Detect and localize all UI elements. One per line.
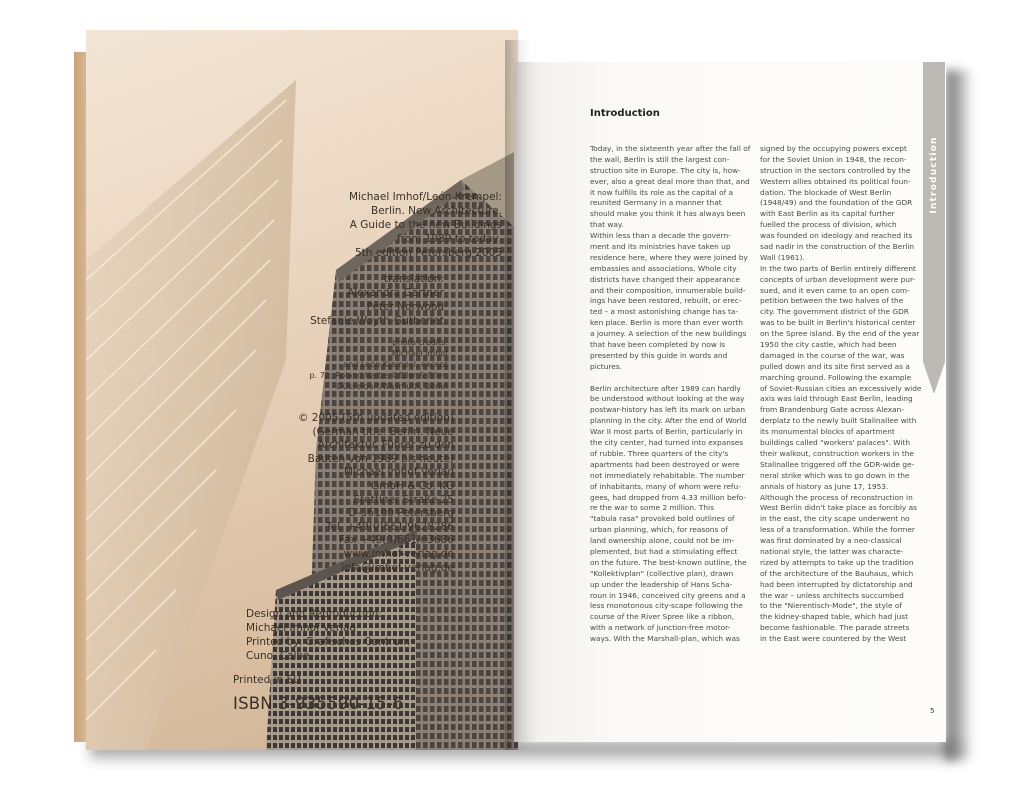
- body-text-line: course of the River Spree like a ribbon,: [590, 612, 735, 622]
- body-text-line: Stalinallee triggered off the GDR-wide ge-: [760, 459, 915, 469]
- body-text-line: with East Berlin as its capital further: [760, 209, 895, 219]
- copyright-line: D-36100 Petersberg: [348, 507, 454, 520]
- body-text-line: West Berlin didn't take place as forcibly as: [760, 503, 917, 513]
- body-text-line: the wall, Berlin is still the largest con-: [590, 154, 730, 164]
- body-text-line: city. The government district of the GDR: [760, 307, 909, 317]
- credit-line: A Guide to the new Buildings: [349, 219, 502, 231]
- body-text-line: the war – unless architects succumbed: [760, 590, 904, 600]
- body-text-line: Today, in the sixteenth year after the fall of: [590, 144, 751, 153]
- book-credit-block: [282, 190, 502, 260]
- body-text-line: of inhabitants, many of whom were refu-: [590, 481, 741, 491]
- body-text-line: the city center, had turned into expanses: [590, 438, 744, 448]
- body-text-line: ment and its ministries have taken up: [590, 242, 731, 252]
- copyright-block: [236, 412, 454, 575]
- section-tab-label: Introduction: [929, 136, 939, 214]
- body-text-line: re the war to some 2 million. This: [590, 503, 714, 513]
- copyright-line: GmbH & Co. KG: [370, 479, 454, 492]
- body-text-line: pictures.: [590, 361, 623, 371]
- text-column-left: [590, 144, 750, 645]
- copyright-line: Fax +49(0)661/63686: [338, 534, 454, 547]
- body-text-line: sued, and it even came to an open com-: [760, 285, 910, 295]
- body-text-line: pulled down and its site first served as a: [760, 361, 910, 371]
- book-shadow-right: [945, 70, 973, 760]
- body-text-line: War II most parts of Berlin, particularly in: [590, 427, 743, 437]
- body-text-line: less monotonous city-scape following the: [590, 601, 743, 611]
- body-text-line: districts have changed their appearance: [590, 274, 740, 284]
- body-text-line: In the two parts of Berlin entirely different: [760, 263, 916, 273]
- body-text-line: ever, also a great deal more than that, and: [590, 176, 750, 186]
- body-text-line: Within less than a decade the govern-: [590, 231, 731, 241]
- paragraph-gap: [590, 373, 750, 384]
- body-text-line: should make you think it has always been: [590, 209, 746, 219]
- body-text-line: "tabula rasa" provoked bold outlines of: [590, 514, 735, 524]
- body-text-line: concepts of urban development were pur-: [760, 274, 916, 284]
- body-text-line: that have been completed by now is: [590, 340, 726, 350]
- body-text-line: marching ground. Following the example: [760, 372, 912, 382]
- body-text-line: sad nadir in the construction of the Berlin: [760, 242, 915, 252]
- body-text-line: to the "Nierentisch-Mode", the style of: [760, 601, 903, 611]
- body-text-line: that way.: [590, 220, 624, 230]
- photo-credits-block: [282, 337, 448, 392]
- body-text-line: urban planning, which, for reasons of: [590, 525, 728, 535]
- body-text-line: a journey. A selection of the new buildings: [590, 329, 747, 339]
- translation-line: Peter Norwood: [366, 301, 444, 313]
- translation-line: Alexandra Gärtner: [347, 287, 444, 299]
- design-line: Michael Imhof Verlag: [246, 622, 357, 634]
- body-text-line: Berlin architecture after 1989 can hardly: [590, 383, 741, 393]
- printed-in: Printed in EU: [233, 674, 301, 686]
- body-text-line: annals of history as June 17, 1953.: [760, 481, 889, 491]
- body-text-line: its monumental blocks of apartment: [760, 427, 895, 437]
- chapter-heading: Introduction: [590, 108, 660, 119]
- body-text-line: buildings called "workers' palaces". With: [760, 438, 911, 448]
- body-text-line: gees, had dropped from 4.33 million befo-: [590, 492, 747, 502]
- body-text-line: ted – a most astonishing change has ta-: [590, 307, 739, 317]
- body-text-line: was founded on ideology and reached its: [760, 231, 913, 241]
- copyright-line: © 2005 (5th updated edition): [297, 412, 454, 424]
- body-text-line: the kidney-shaped table, which had just: [760, 612, 909, 622]
- body-text-line: plemented, but had a stimulating effect: [590, 546, 738, 556]
- body-text-line: less of a transformation. While the former: [760, 525, 915, 535]
- body-text-line: planning in the city. After the end of World: [590, 416, 747, 426]
- body-text-line: reunited Germany in a manner that: [590, 198, 722, 208]
- body-text-line: be understood without looking at the way: [590, 394, 745, 404]
- body-text-line: postwar-history has left its mark on urban: [590, 405, 745, 415]
- body-text-line: fuelled the process of division, which: [760, 220, 897, 230]
- body-text-line: neral strike which was to go down in the: [760, 470, 910, 480]
- left-page: [86, 30, 518, 750]
- body-text-line: was first dominated by a neo-classical: [760, 536, 902, 546]
- credit-line: Michael Imhof/León Krempel:: [349, 191, 502, 203]
- copyright-line: Bauten von 1989 bis heute): [307, 452, 454, 465]
- book-gutter: [505, 40, 531, 750]
- body-text-line: of Soviet-Russian cities an excessively wide: [760, 383, 922, 393]
- body-text-line: struction in the sectors controlled by the: [760, 165, 911, 175]
- copyright-line: info@imhof-verlag.de: [341, 561, 454, 574]
- copyright-line: Stettiner Straße 25: [353, 493, 454, 506]
- body-text-line: presented by this guide in words and: [590, 350, 728, 360]
- copyright-line: (German title: Berlin. Neue: [312, 425, 454, 438]
- translation-line: Stefanie Woyth-Gutberlet: [310, 315, 444, 327]
- credit-line: 5th edition Petersberg 2005: [354, 247, 502, 259]
- page-number: 5: [930, 707, 935, 715]
- photo-credit-line: and León Krempel, except: [343, 360, 448, 369]
- body-text-line: dation. The blockade of West Berlin: [760, 187, 892, 197]
- design-line: Printed by: Grafisches Centrum: [246, 636, 411, 648]
- body-text-line: roun in 1946, conceived city greens and a: [590, 590, 746, 600]
- photo-credit-line: Düsseldorf/Wasmuth, Berlin: [336, 382, 448, 391]
- isbn: ISBN 3-935590-15-6: [233, 694, 404, 713]
- body-text-line: ings have been restored, rebuilt, or erec-: [590, 296, 742, 306]
- credit-line: Berlin. New Architecture.: [370, 205, 502, 217]
- photo-credit-line: p. 70: Roland Halbe ©Eller & Eller,: [309, 371, 448, 380]
- translation-block: [282, 272, 444, 328]
- body-text-line: petition between the two halves of the: [760, 296, 904, 306]
- body-text-line: (1948/49) and the foundation of the GDR: [760, 198, 913, 208]
- body-text-line: ways. With the Marshall-plan, which was: [590, 634, 740, 644]
- body-text-line: Although the process of reconstruction in: [760, 492, 913, 502]
- body-text-line: their walkout, construction workers in the: [760, 448, 914, 458]
- copyright-line: www.imhof-verlag.de: [343, 547, 454, 560]
- body-text-line: on the future. The best-known outline, the: [590, 557, 747, 567]
- body-text-line: "Kollektivplan" (collective plan), drawn: [590, 568, 734, 578]
- body-text-line: and their composition, innumerable build-: [590, 285, 746, 295]
- body-text-line: not immediately rehabitable. The number: [590, 470, 745, 480]
- body-text-line: struction site in Europe. The city is, how-: [590, 165, 741, 175]
- body-text-line: damaged in the course of the war, was: [760, 350, 905, 360]
- body-text-line: on the Spree island. By the end of the year: [760, 329, 920, 339]
- design-line: Cuno, Calbe: [246, 650, 310, 662]
- body-text-line: embassies and associations. Whole city: [590, 263, 737, 273]
- copyright-line: Michael Imhof Verlag: [343, 466, 454, 479]
- copyright-line: Tel. +49(0)661/9628286: [325, 520, 454, 533]
- copyright-line: Architektur. Führer zu den: [317, 439, 454, 452]
- body-text-line: land ownership alone, could not be im-: [590, 536, 735, 546]
- body-text-line: signed by the occupying powers except: [760, 144, 907, 153]
- section-tab-tip: [923, 362, 945, 394]
- body-text-line: with a network of junction-free motor-: [590, 623, 731, 633]
- body-text-line: from Brandenburg Gate across Alexan-: [760, 405, 904, 415]
- body-text-line: rized by attempts to take up the tradition: [760, 557, 914, 567]
- body-text-line: apartments had been destroyed or were: [590, 459, 740, 469]
- photo-credit-line: Michael Imhof: [391, 349, 448, 358]
- body-text-line: for the Soviet Union in 1948, the recon-: [760, 154, 907, 164]
- translation-line: translation:: [384, 273, 444, 285]
- body-text-line: national style, the latter was characte-: [760, 546, 904, 556]
- body-text-line: was to be built in Berlin's historical center: [760, 318, 916, 328]
- body-text-line: derplatz to the newly built Stalinallee with: [760, 416, 917, 426]
- body-text-line: in the east, the city scape underwent no: [760, 514, 910, 524]
- body-text-line: had been interrupted by dictatorship and: [760, 579, 913, 589]
- body-text-line: of rubble. Three quarters of the city's: [590, 448, 729, 458]
- body-text-line: of the architecture of the Bauhaus, which: [760, 568, 914, 578]
- credit-line: from 1989 to today,: [397, 233, 502, 245]
- body-text-line: up under the leadership of Hans Scha-: [590, 579, 733, 589]
- body-text-line: 1950 the city castle, which had been: [760, 340, 897, 350]
- body-text-line: become fashionable. The parade streets: [760, 623, 910, 633]
- body-text-line: ken place. Berlin is more than ever worth: [590, 318, 743, 328]
- design-block: [246, 607, 410, 663]
- text-column-right: [760, 144, 922, 645]
- body-text-line: Wall (1961).: [760, 252, 805, 262]
- body-text-line: Western allies obtained its political foun-: [760, 176, 911, 186]
- body-text-line: residence here, where they were joined by: [590, 252, 748, 262]
- photo-credit-line: photo credits:: [392, 338, 448, 347]
- body-text-line: it now fulfills its role as the capital of a: [590, 187, 734, 197]
- body-text-line: in the East were countered by the West: [760, 634, 907, 644]
- design-line: Design and Reproduction:: [246, 608, 382, 620]
- body-text-line: axis was laid through East Berlin, leading: [760, 394, 913, 404]
